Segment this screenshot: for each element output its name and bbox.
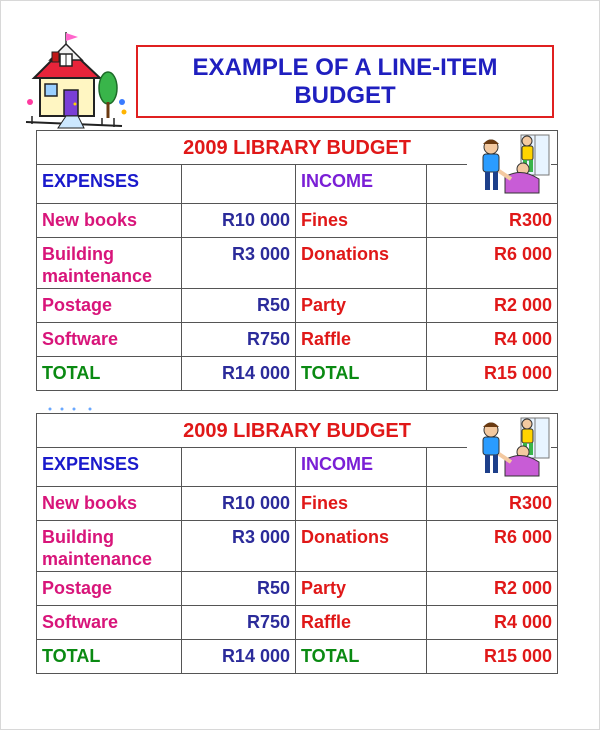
table-row: [37, 204, 558, 238]
budget-title: 2009 LIBRARY BUDGET: [183, 419, 411, 442]
expenses-header: EXPENSES: [37, 448, 182, 487]
table-row: [37, 521, 558, 572]
budget-title-cell: [37, 131, 558, 165]
expense-amount: R3 000: [182, 521, 296, 572]
expense-amount: R50: [182, 572, 296, 606]
expense-item: Software: [37, 606, 182, 640]
income-amount: R2 000: [427, 289, 558, 323]
total-row: [37, 357, 558, 391]
income-amount: R4 000: [427, 323, 558, 357]
income-amount: R4 000: [427, 606, 558, 640]
income-item: Party: [296, 572, 427, 606]
empty-cell: [182, 165, 296, 204]
income-amount: R300: [427, 487, 558, 521]
expense-amount: R3 000: [182, 238, 296, 289]
income-item: Fines: [296, 487, 427, 521]
income-item: Fines: [296, 204, 427, 238]
page-title-box: [136, 45, 554, 118]
expense-amount: R10 000: [182, 204, 296, 238]
budget-table-1: [36, 130, 557, 391]
expense-item: New books: [37, 204, 182, 238]
income-item: Raffle: [296, 323, 427, 357]
house-clipart-icon: [22, 30, 132, 130]
expense-item: Building maintenance: [37, 521, 182, 572]
table-row: [37, 606, 558, 640]
decorative-dots: [40, 405, 100, 413]
children-clipart-icon: [465, 414, 553, 482]
expenses-header: EXPENSES: [37, 165, 182, 204]
budget-table-2: [36, 413, 557, 674]
expense-amount: R750: [182, 606, 296, 640]
table-row: [37, 323, 558, 357]
expense-item: New books: [37, 487, 182, 521]
expense-amount: R750: [182, 323, 296, 357]
total-label: TOTAL: [37, 640, 182, 674]
total-income-label: TOTAL: [296, 640, 427, 674]
budget-title: 2009 LIBRARY BUDGET: [183, 136, 411, 159]
total-expenses: R14 000: [182, 640, 296, 674]
table-row: [37, 487, 558, 521]
expense-item: Software: [37, 323, 182, 357]
empty-cell: [182, 448, 296, 487]
table-row: [37, 289, 558, 323]
total-income-label: TOTAL: [296, 357, 427, 391]
expense-item: Postage: [37, 289, 182, 323]
page-title-line1: EXAMPLE OF A LINE-ITEM: [192, 53, 498, 81]
page-title-line2: BUDGET: [294, 81, 396, 109]
income-amount: R2 000: [427, 572, 558, 606]
total-label: TOTAL: [37, 357, 182, 391]
income-item: Raffle: [296, 606, 427, 640]
expense-item: Postage: [37, 572, 182, 606]
expense-amount: R10 000: [182, 487, 296, 521]
table-row: [37, 238, 558, 289]
expense-item: Building maintenance: [37, 238, 182, 289]
income-item: Donations: [296, 521, 427, 572]
income-amount: R6 000: [427, 238, 558, 289]
income-header: INCOME: [296, 448, 427, 487]
budget-title-cell: [37, 414, 558, 448]
income-item: Donations: [296, 238, 427, 289]
income-item: Party: [296, 289, 427, 323]
income-header: INCOME: [296, 165, 427, 204]
total-expenses: R14 000: [182, 357, 296, 391]
total-income: R15 000: [427, 640, 558, 674]
total-row: [37, 640, 558, 674]
income-amount: R6 000: [427, 521, 558, 572]
income-amount: R300: [427, 204, 558, 238]
children-clipart-icon: [465, 131, 553, 199]
expense-amount: R50: [182, 289, 296, 323]
table-row: [37, 572, 558, 606]
total-income: R15 000: [427, 357, 558, 391]
